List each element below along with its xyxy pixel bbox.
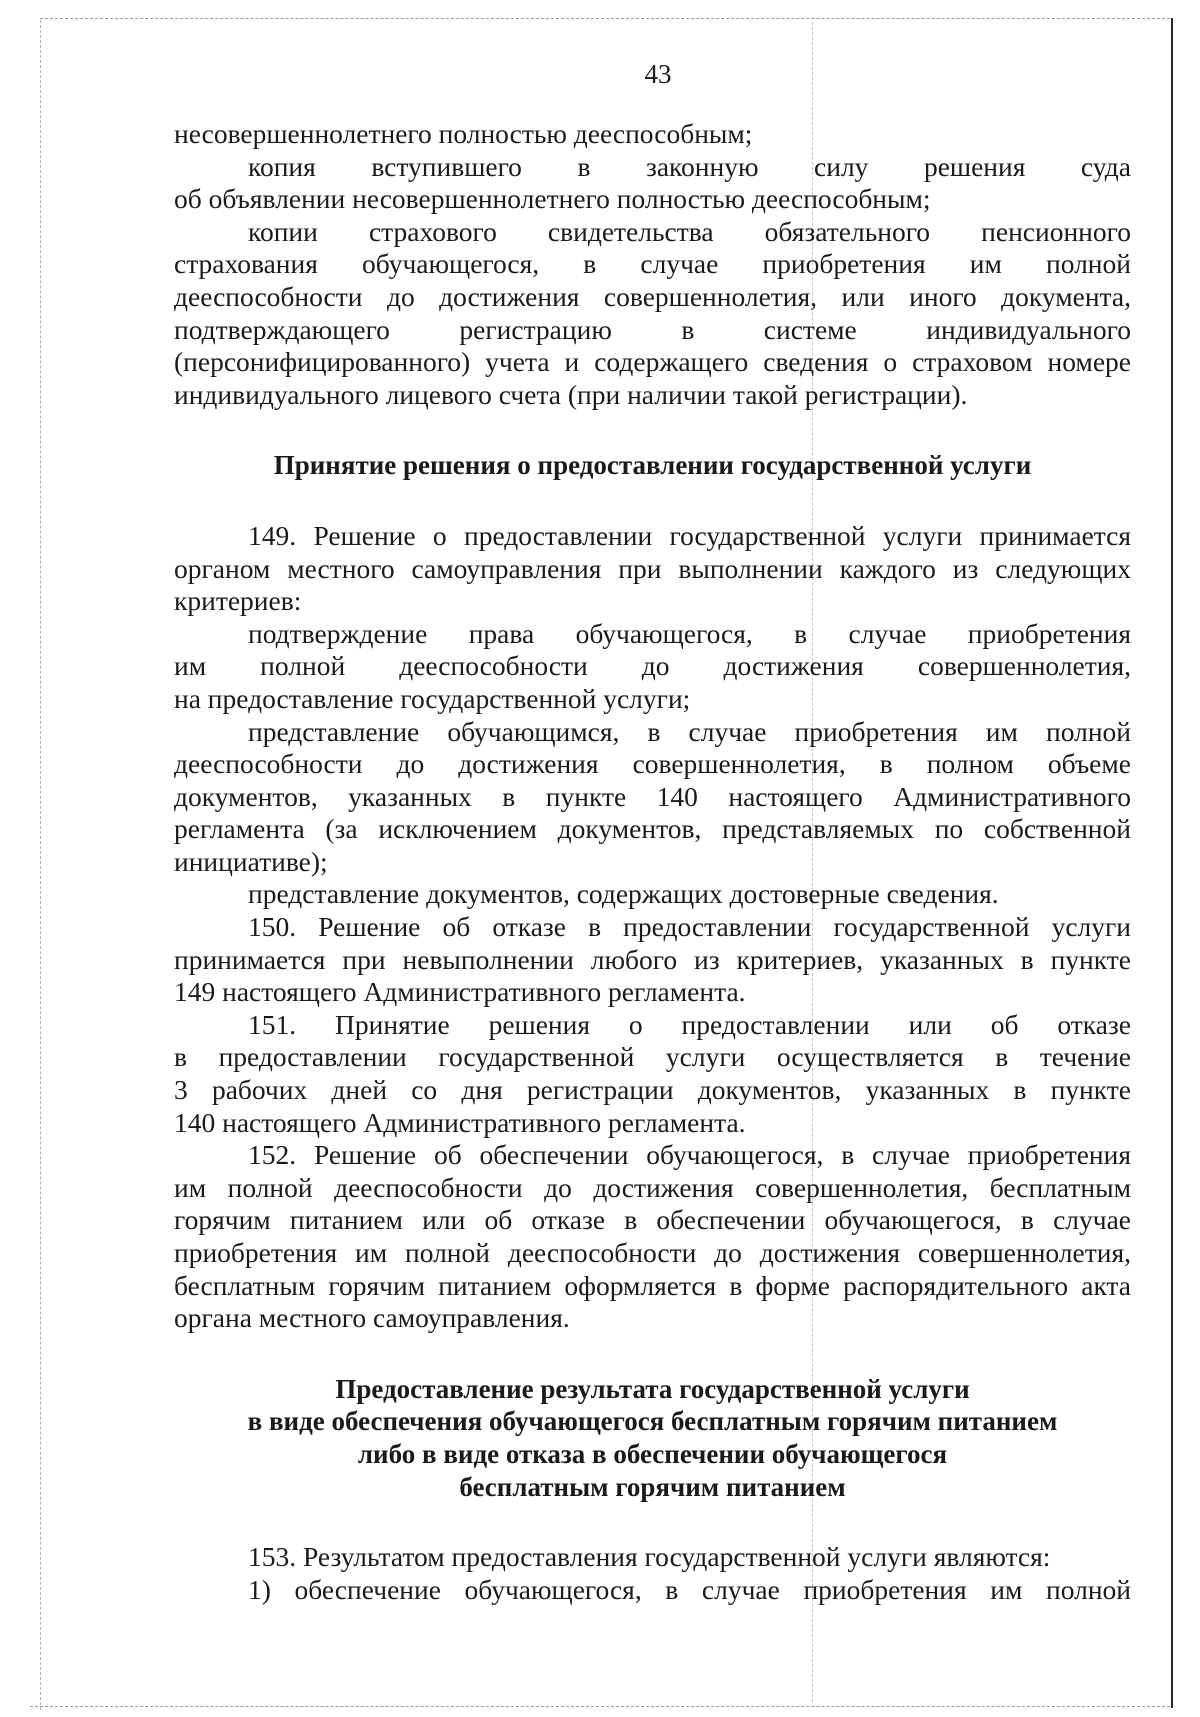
text-line: на предоставление государственной услуги; — [174, 682, 691, 714]
text-line: приобретения им полной дееспособности до достижения совершеннолетия, — [174, 1237, 1131, 1268]
text-line: представление обучающимся, в случае приобретения им полной — [248, 715, 1131, 747]
scan-edge-right — [1171, 18, 1173, 1708]
text-line: индивидуального лицевого счета (при наличии такой регистрации). — [174, 378, 968, 410]
text-line: 150. Решение об отказе в предоставлении государственной услуги — [248, 911, 1131, 943]
text-line: об объявлении несовершеннолетнего полностью дееспособным; — [174, 183, 931, 215]
text-line: копии страхового свидетельства обязательного пенсионного — [248, 215, 1131, 247]
spacer — [174, 1335, 1131, 1373]
section-heading-line: в виде обеспечения обучающегося бесплатным горячим питанием — [247, 1406, 1058, 1437]
text-line: дееспособности до достижения совершеннолетия, в полном объеме — [174, 748, 1131, 780]
text-line: страхования обучающегося, в случае приобретения им полной — [174, 248, 1131, 280]
scan-edge-bottom — [30, 1706, 1170, 1707]
text-line: в предоставлении государственной услуги осуществляется в течение — [174, 1041, 1131, 1073]
text-line: бесплатным горячим питанием оформляется в форме распорядительного акта — [174, 1269, 1131, 1301]
scan-edge-top — [40, 18, 1170, 19]
text-line: 152. Решение об обеспечении обучающегося, в случае приобретения — [248, 1139, 1131, 1171]
text-line: дееспособности до достижения совершеннолетия, или иного документа, — [174, 280, 1131, 312]
text-line: подтверждающего регистрацию в системе индивидуального — [174, 313, 1131, 345]
document-body — [174, 118, 1131, 1606]
text-line: им полной дееспособности до достижения совершеннолетия, — [174, 650, 1131, 682]
text-line: 3 рабочих дней со дня регистрации документов, указанных в пункте — [174, 1074, 1131, 1106]
text-line: им полной дееспособности до достижения совершеннолетия, бесплатным — [174, 1171, 1131, 1203]
scan-edge-left — [40, 20, 41, 1710]
text-line: горячим питанием или об отказе в обеспечении обучающегося, в случае — [174, 1204, 1131, 1236]
text-line: документов, указанных в пункте 140 настоящего Административного — [174, 780, 1131, 812]
spacer — [174, 482, 1131, 520]
text-line: органом местного самоуправления при выполнении каждого из следующих — [174, 552, 1131, 584]
text-line: 149 настоящего Административного регламента. — [174, 976, 746, 1008]
page-number: 43 — [644, 59, 672, 89]
section-heading-line: бесплатным горячим питанием — [459, 1471, 846, 1502]
text-line: 149. Решение о предоставлении государственной услуги принимается — [248, 519, 1131, 551]
text-line: инициативе); — [174, 845, 328, 877]
section-heading-line: Предоставление результата государственной услуги — [335, 1373, 970, 1404]
text-line: 1) обеспечение обучающегося, в случае приобретения им полной — [248, 1573, 1131, 1605]
text-line: принимается при невыполнении любого из критериев, указанных в пункте — [174, 943, 1131, 975]
text-line: копия вступившего в законную силу решения суда — [248, 150, 1131, 182]
text-line: несовершеннолетнего полностью дееспособным; — [174, 118, 753, 149]
text-line: критериев: — [174, 585, 302, 617]
text-line: подтверждение права обучающегося, в случае приобретения — [248, 617, 1131, 649]
text-line: регламента (за исключением документов, представляемых по собственной — [174, 813, 1131, 845]
text-line: 153. Результатом предоставления государственной услуги являются: — [248, 1541, 1051, 1573]
spacer — [174, 411, 1131, 449]
text-line: (персонифицированного) учета и содержащего сведения о страховом номере — [174, 346, 1131, 378]
text-line: представление документов, содержащих достоверные сведения. — [248, 878, 999, 910]
section-heading-line: либо в виде отказа в обеспечении обучающегося — [357, 1438, 948, 1469]
spacer — [174, 1503, 1131, 1541]
text-line: органа местного самоуправления. — [174, 1302, 570, 1334]
text-line: 151. Принятие решения о предоставлении или об отказе — [248, 1008, 1131, 1040]
text-line: 140 настоящего Административного регламента. — [174, 1106, 746, 1138]
section-heading: Принятие решения о предоставлении государственной услуги — [273, 450, 1032, 481]
